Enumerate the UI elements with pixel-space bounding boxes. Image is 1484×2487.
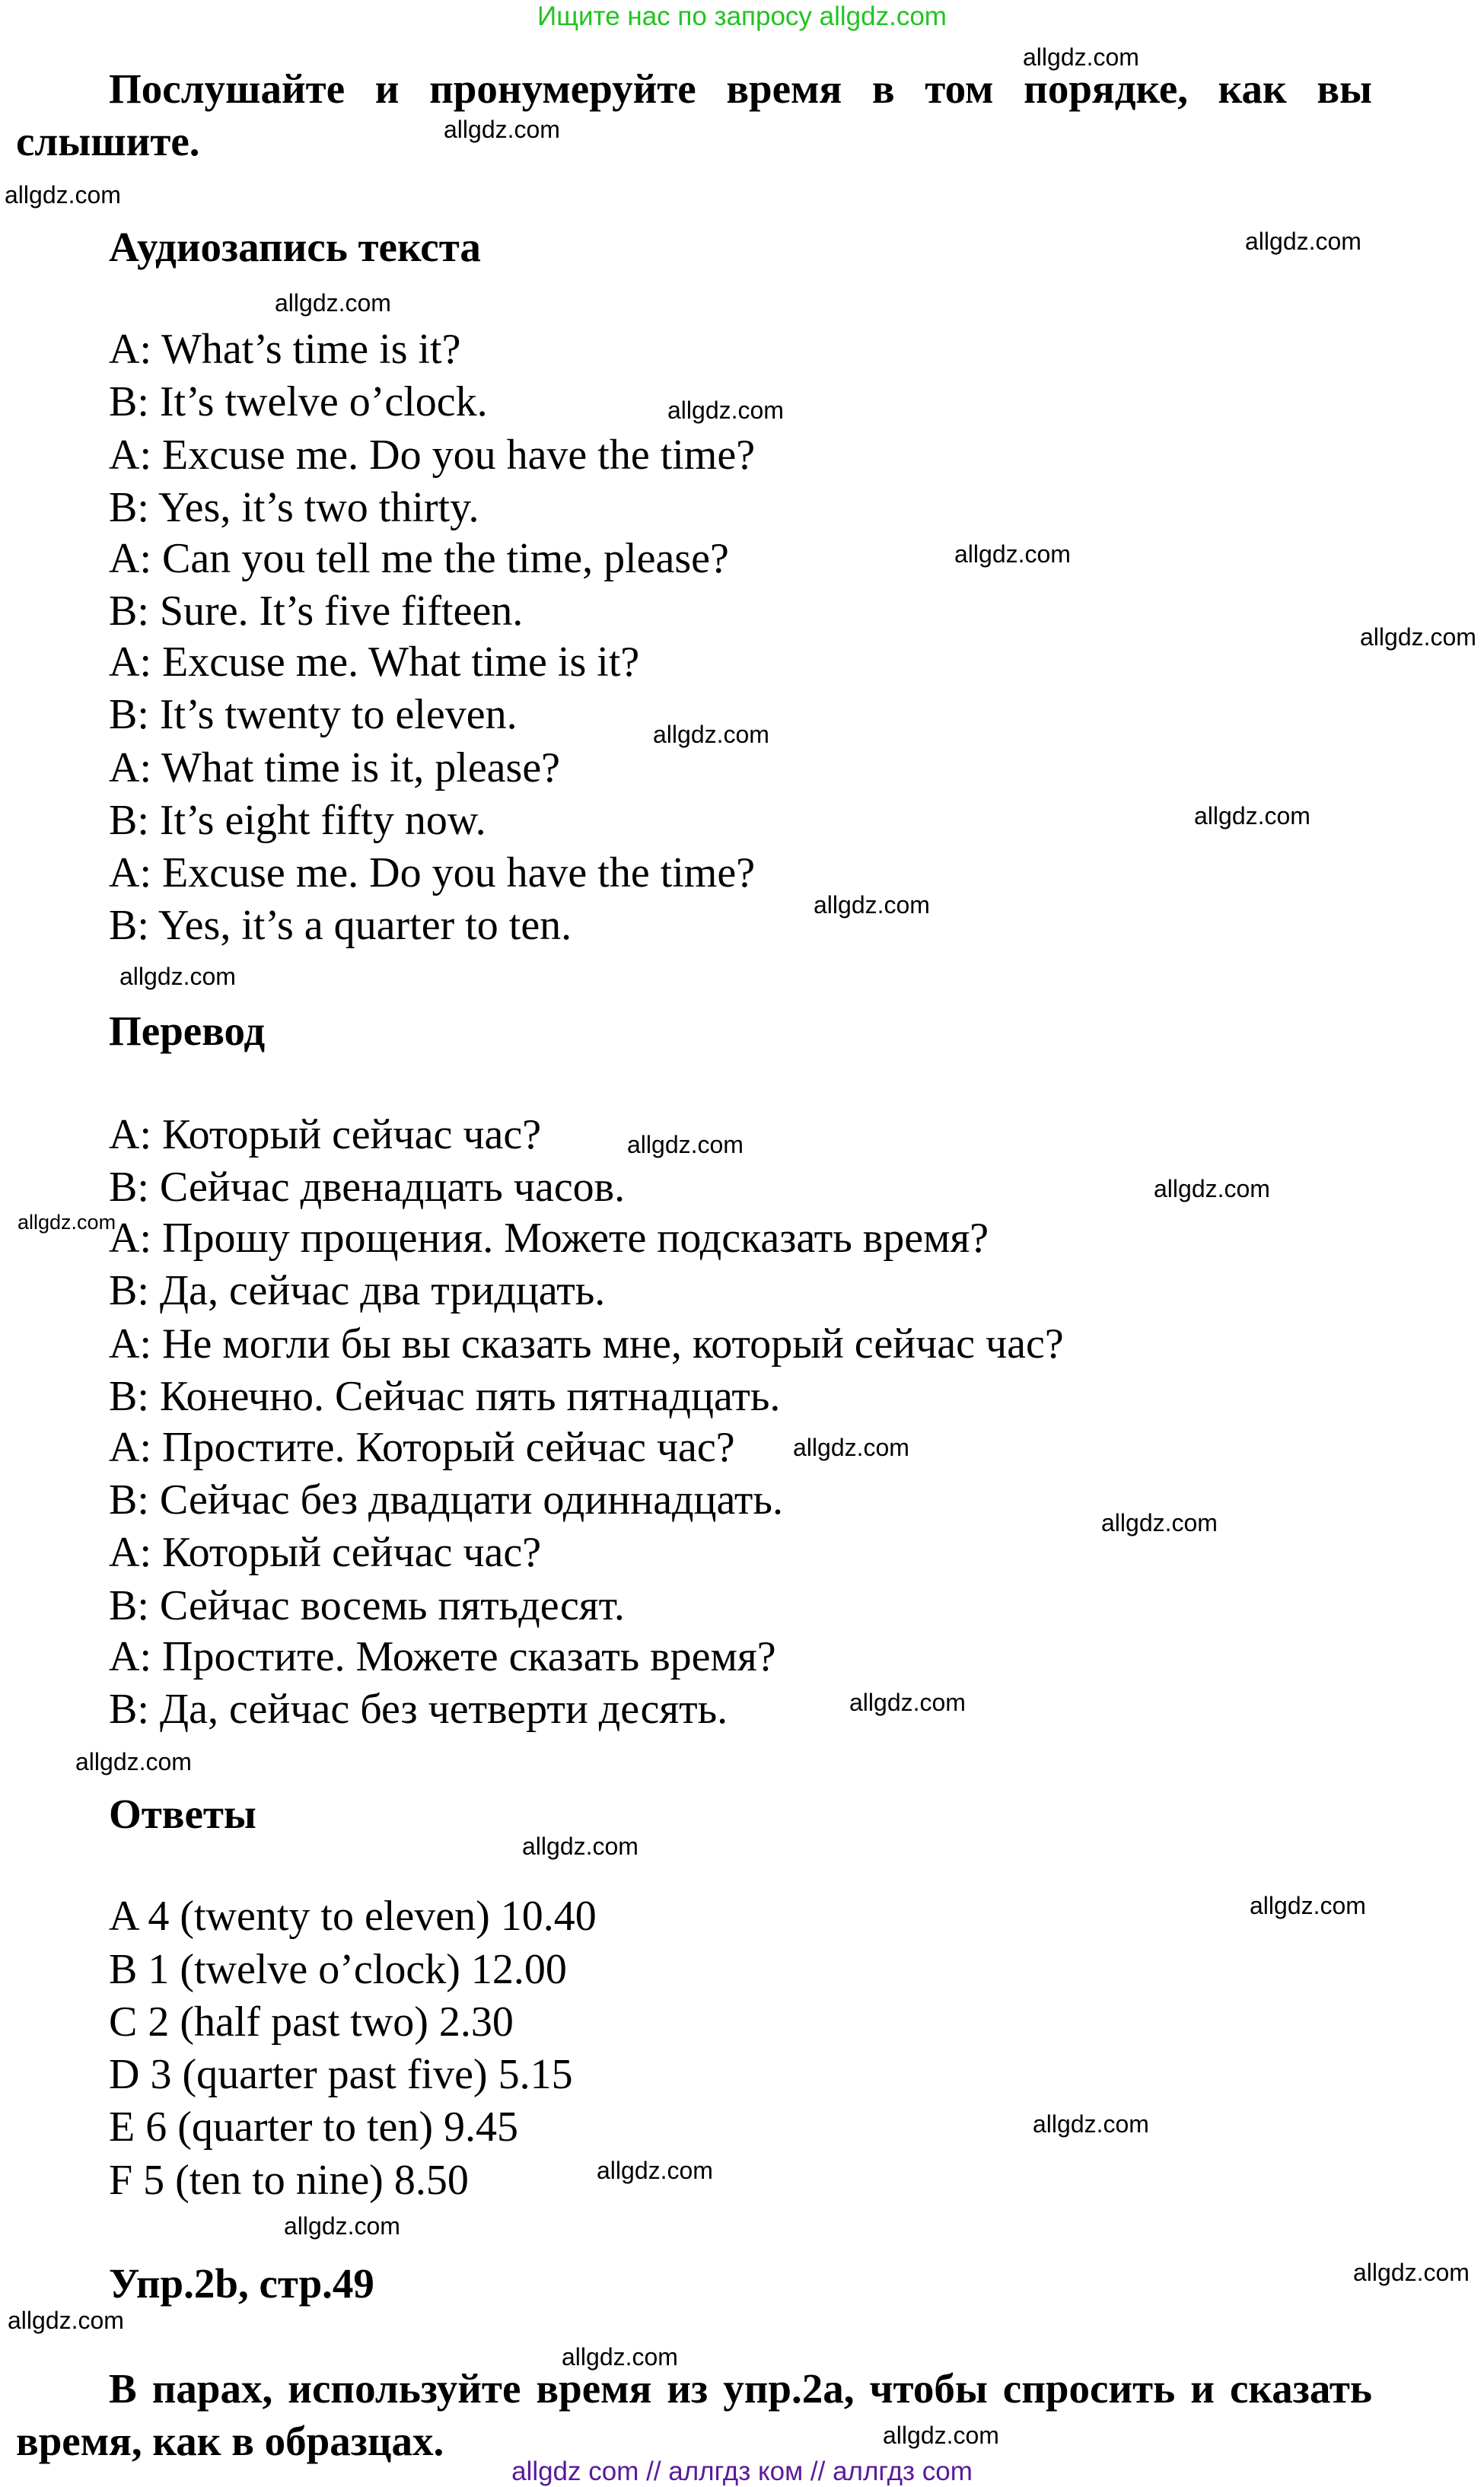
exercise-instruction: В парах, используйте время из упр.2а, чтобы спросить и сказать время, как в образцах. [16, 2365, 1372, 2464]
translation-line: А: Который сейчас час? [109, 1111, 542, 1158]
translation-line: В: Конечно. Сейчас пять пятнадцать. [109, 1373, 781, 1420]
watermark: allgdz.com [119, 963, 236, 990]
dialogue-line: B: Sure. It’s five fifteen. [109, 588, 524, 635]
watermark: allgdz.com [883, 2422, 999, 2449]
dialogue-line: A: Can you tell me the time, please? [109, 535, 729, 582]
translation-line: В: Сейчас двенадцать часов. [109, 1164, 626, 1211]
dialogue-line: B: Yes, it’s two thirty. [109, 484, 479, 531]
dialogue-line: A: Excuse me. What time is it? [109, 638, 640, 686]
watermark: allgdz.com [849, 1689, 966, 1716]
answers-heading: Ответы [109, 1791, 256, 1837]
watermark: allgdz.com [667, 396, 784, 424]
watermark: allgdz.com [75, 1748, 192, 1775]
translation-line: В: Сейчас восемь пятьдесят. [109, 1582, 625, 1629]
answer-line: E 6 (quarter to ten) 9.45 [109, 2103, 519, 2151]
watermark: allgdz.com [1101, 1509, 1218, 1536]
answer-line: D 3 (quarter past five) 5.15 [109, 2051, 573, 2098]
translation-line: В: Сейчас без двадцати одиннадцать. [109, 1476, 783, 1524]
watermark: allgdz.com [275, 289, 391, 317]
watermark: allgdz.com [1245, 228, 1361, 255]
watermark: allgdz.com [1033, 2110, 1149, 2138]
dialogue-line: A: What’s time is it? [109, 326, 461, 373]
watermark: allgdz.com [284, 2212, 400, 2240]
watermark: allgdz.com [653, 721, 769, 748]
watermark: allgdz.com [5, 181, 121, 209]
watermark: allgdz.com [8, 2307, 124, 2334]
translation-line: А: Не могли бы вы сказать мне, который сейчас час? [109, 1320, 1064, 1368]
watermark: allgdz.com [18, 1211, 116, 1234]
audio-heading: Аудиозапись текста [109, 224, 481, 270]
watermark: allgdz.com [1360, 623, 1476, 651]
dialogue-line: B: Yes, it’s a quarter to ten. [109, 902, 572, 949]
translation-line: А: Простите. Который сейчас час? [109, 1424, 735, 1471]
exercise-heading: Упр.2b, стр.49 [109, 2260, 374, 2307]
watermark: allgdz.com [627, 1131, 744, 1158]
dialogue-line: A: What time is it, please? [109, 744, 561, 791]
answer-line: C 2 (half past two) 2.30 [109, 1998, 514, 2046]
answer-line: A 4 (twenty to eleven) 10.40 [109, 1893, 597, 1940]
dialogue-line: B: It’s twenty to eleven. [109, 691, 517, 738]
answer-line: B 1 (twelve o’clock) 12.00 [109, 1946, 567, 1993]
dialogue-line: B: It’s twelve o’clock. [109, 378, 488, 425]
watermark: allgdz.com [562, 2343, 678, 2371]
translation-line: А: Простите. Можете сказать время? [109, 1633, 776, 1680]
watermark: allgdz.com [954, 540, 1071, 568]
watermark: allgdz.com [1353, 2259, 1470, 2286]
translation-line: В: Да, сейчас два тридцать. [109, 1267, 606, 1314]
site-links-footer[interactable]: allgdz com // аллгдз ком // аллгдз com [511, 2457, 973, 2486]
watermark: allgdz.com [1250, 1892, 1366, 1919]
watermark: allgdz.com [1154, 1175, 1270, 1202]
watermark: allgdz.com [597, 2157, 713, 2184]
task-instruction: Послушайте и пронумеруйте время в том порядке, как вы слышите. [16, 65, 1372, 164]
dialogue-line: A: Excuse me. Do you have the time? [109, 431, 756, 479]
watermark: allgdz.com [444, 116, 560, 143]
translation-line: В: Да, сейчас без четверти десять. [109, 1686, 728, 1733]
dialogue-line: A: Excuse me. Do you have the time? [109, 849, 756, 896]
translation-line: А: Прошу прощения. Можете подсказать время? [109, 1215, 989, 1262]
watermark: allgdz.com [814, 891, 930, 919]
watermark: allgdz.com [522, 1833, 639, 1860]
answer-line: F 5 (ten to nine) 8.50 [109, 2157, 469, 2204]
translation-heading: Перевод [109, 1008, 266, 1054]
dialogue-line: B: It’s eight fifty now. [109, 797, 486, 844]
watermark: allgdz.com [793, 1434, 909, 1461]
translation-line: А: Который сейчас час? [109, 1529, 542, 1576]
watermark: allgdz.com [1194, 802, 1310, 830]
search-promo-link[interactable]: Ищите нас по запросу allgdz.com [537, 2, 947, 31]
watermark: allgdz.com [1023, 43, 1139, 71]
